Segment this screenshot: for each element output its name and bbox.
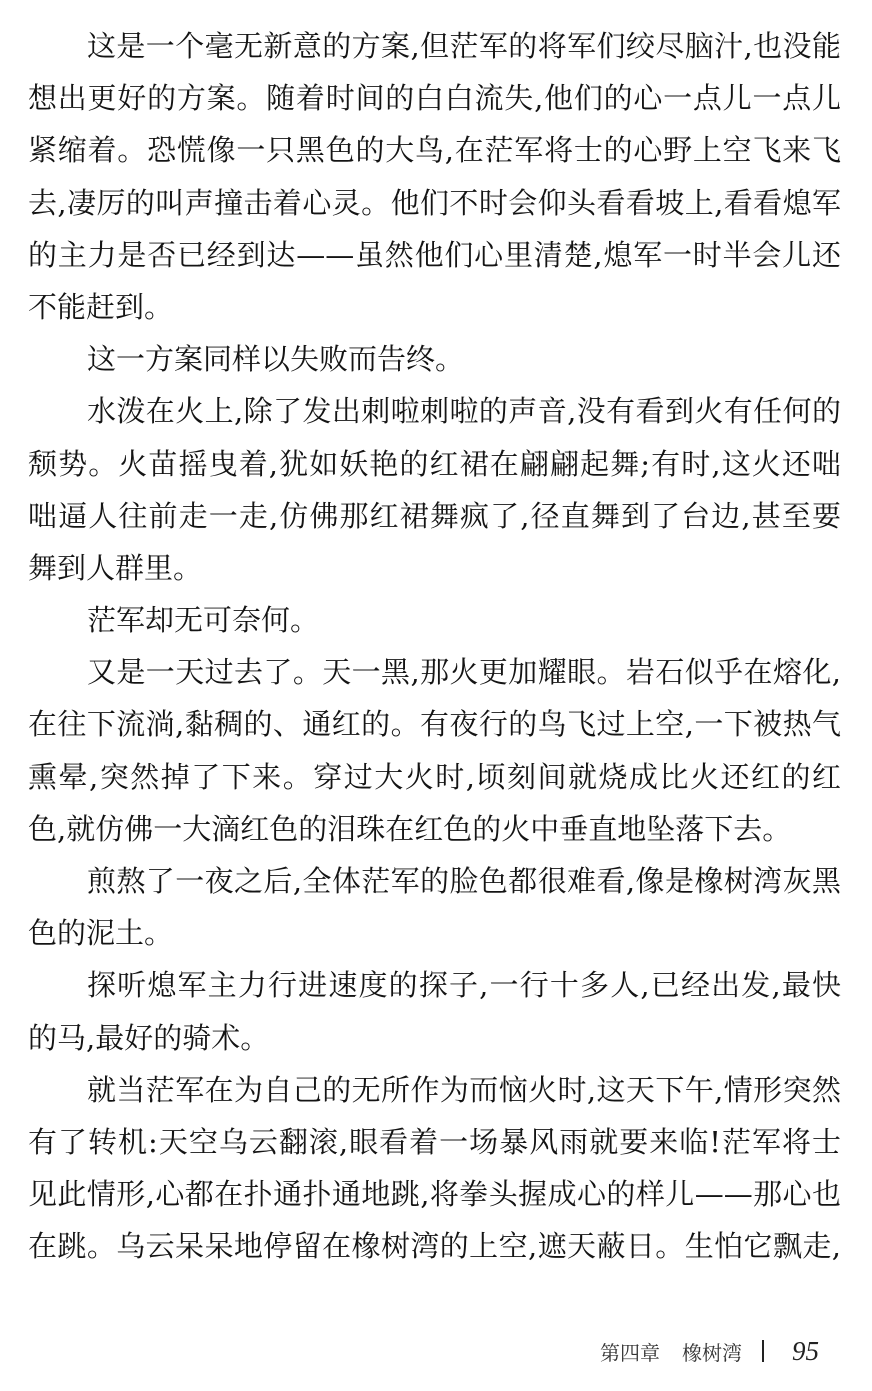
chapter-label: 第四章	[600, 1340, 660, 1365]
text-line: 色,就仿佛一大滴红色的泪珠在红色的火中垂直地坠落下去。	[28, 811, 792, 846]
text-line: 舞到人群里。	[28, 550, 203, 585]
text-line: 熏晕,突然掉了下来。穿过大火时,顷刻间就烧成比火还红的红	[28, 759, 841, 794]
text-line: 的主力是否已经到达——虽然他们心里清楚,熄军一时半会儿还	[28, 237, 841, 272]
text-line: 见此情形,心都在扑通扑通地跳,将拳头握成心的样儿——那心也	[28, 1177, 841, 1212]
text-line: 的马,最好的骑术。	[28, 1020, 270, 1055]
text-line: 颓势。火苗摇曳着,犹如妖艳的红裙在翩翩起舞;有时,这火还咄	[28, 446, 841, 481]
text-line: 色的泥土。	[28, 916, 174, 951]
footer-divider	[762, 1340, 764, 1362]
text-line: 探听熄军主力行进速度的探子,一行十多人,已经出发,最快	[87, 968, 841, 1003]
text-line: 又是一天过去了。天一黑,那火更加耀眼。岩石似乎在熔化,	[87, 655, 841, 690]
chapter-title: 橡树湾	[682, 1340, 742, 1365]
text-line: 煎熬了一夜之后,全体茫军的脸色都很难看,像是橡树湾灰黑	[87, 864, 841, 898]
text-line: 这一方案同样以失败而告终。	[87, 342, 465, 377]
text-line: 在跳。乌云呆呆地停留在橡树湾的上空,遮天蔽日。生怕它飘走,	[28, 1229, 841, 1264]
text-line: 不能赶到。	[28, 289, 174, 324]
text-line: 想出更好的方案。随着时间的白白流失,他们的心一点儿一点儿	[28, 81, 841, 116]
text-line: 紧缩着。恐慌像一只黑色的大鸟,在茫军将士的心野上空飞来飞	[28, 133, 841, 168]
text-line: 就当茫军在为自己的无所作为而恼火时,这天下午,情形突然	[87, 1072, 841, 1107]
text-line: 这是一个毫无新意的方案,但茫军的将军们绞尽脑汁,也没能	[87, 29, 841, 63]
text-line: 水泼在火上,除了发出刺啦刺啦的声音,没有看到火有任何的	[87, 394, 841, 429]
text-line: 在往下流淌,黏稠的、通红的。有夜行的鸟飞过上空,一下被热气	[28, 707, 841, 742]
text-line: 去,凄厉的叫声撞击着心灵。他们不时会仰头看看坡上,看看熄军	[28, 185, 841, 220]
body-text	[28, 24, 841, 1277]
text-line: 咄逼人往前走一走,仿佛那红裙舞疯了,径直舞到了台边,甚至要	[28, 498, 841, 533]
text-line: 有了转机:天空乌云翻滚,眼看着一场暴风雨就要来临!茫军将士	[28, 1124, 841, 1159]
text-line: 茫军却无可奈何。	[87, 603, 320, 638]
page-number: 95	[792, 1335, 819, 1366]
page-footer	[600, 1336, 819, 1366]
